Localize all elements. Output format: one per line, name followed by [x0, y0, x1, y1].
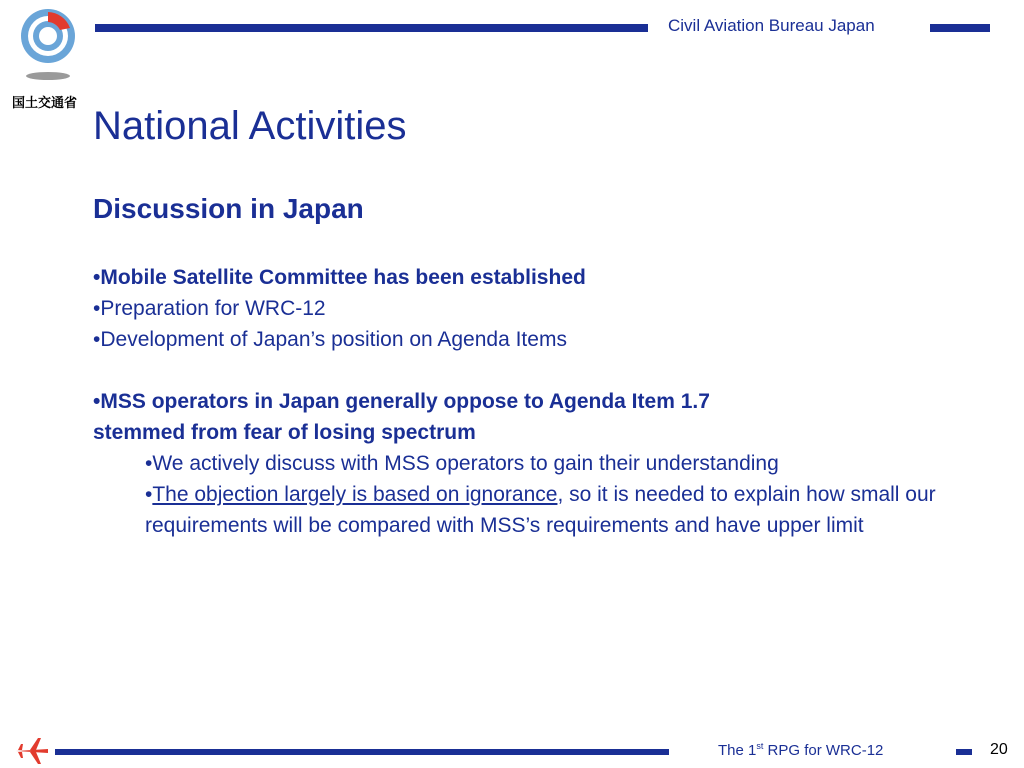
bullet-text: Development of Japan’s position on Agenda Items	[100, 328, 567, 351]
bullet-marker: •	[145, 483, 153, 506]
ministry-name: 国土交通省	[12, 95, 78, 110]
bullet-item	[93, 324, 953, 355]
bullet-item	[93, 293, 953, 324]
spacer	[93, 355, 953, 386]
bullet-text: Preparation for WRC-12	[100, 297, 326, 320]
bullet-text: Mobile Satellite Committee has been established	[100, 266, 586, 289]
header-bar-right	[930, 24, 990, 32]
sub-bullet-item	[145, 479, 953, 541]
footer-title	[718, 741, 883, 759]
slide-subtitle: Discussion in Japan	[93, 193, 364, 224]
footer-prefix: The 1	[718, 742, 757, 759]
footer-superscript: st	[756, 741, 764, 751]
header-bar	[95, 24, 648, 32]
bullet-text: MSS operators in Japan generally oppose to Agenda Item 1.7	[100, 390, 710, 413]
footer-suffix: RPG for WRC-12	[763, 742, 884, 759]
sub-bullet-item	[145, 448, 953, 479]
footer-bar	[55, 749, 669, 755]
organization-name: Civil Aviation Bureau Japan	[668, 16, 875, 35]
bullet-text: , so it is needed to explain how small our requirements will be compared with MSS’s requirements and have upper limit	[145, 483, 936, 537]
underlined-text: The objection largely is based on ignorance	[152, 483, 558, 506]
airplane-icon	[14, 736, 50, 766]
slide-body	[93, 262, 953, 541]
bullet-text: We actively discuss with MSS operators to gain their understanding	[152, 452, 779, 475]
bullet-marker: •	[93, 328, 101, 351]
bullet-continuation: stemmed from fear of losing spectrum	[93, 421, 476, 444]
bullet-item	[93, 386, 953, 417]
page-number: 20	[990, 741, 1008, 758]
bullet-marker: •	[93, 297, 101, 320]
slide-title: National Activities	[93, 104, 407, 148]
footer-bar-right	[956, 749, 972, 755]
bullet-marker: •	[93, 266, 101, 289]
bullet-marker: •	[93, 390, 101, 413]
bullet-item	[93, 262, 953, 293]
bullet-marker: •	[145, 452, 153, 475]
